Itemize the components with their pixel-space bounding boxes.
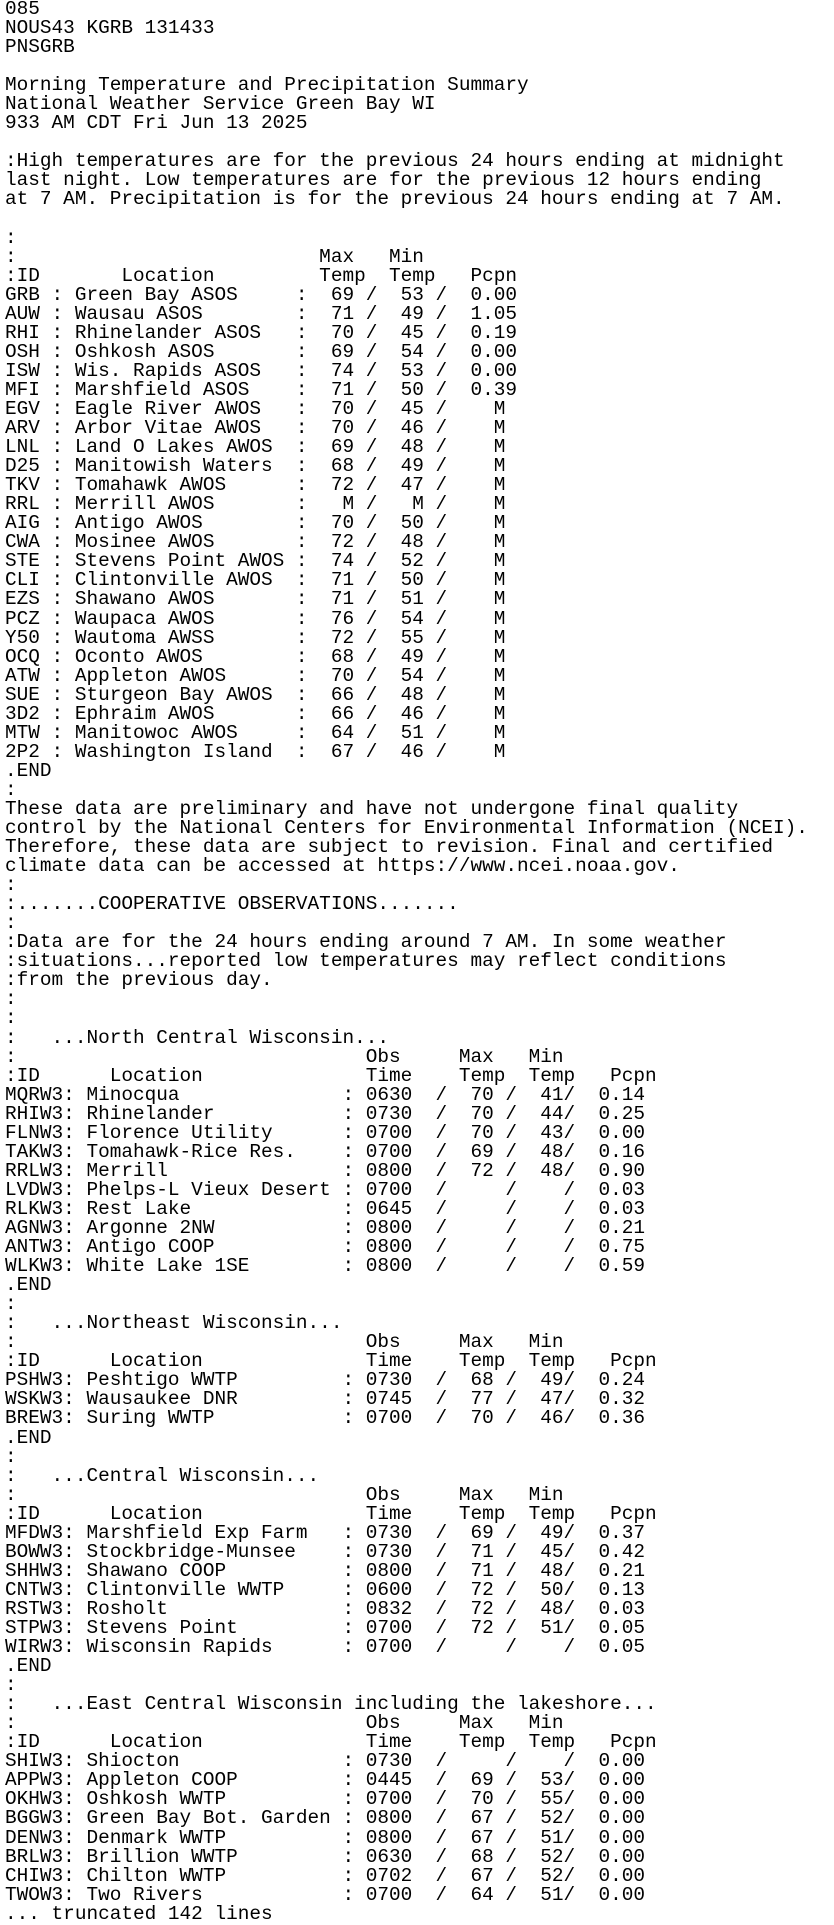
- document-line: :situations...reported low temperatures may reflect conditions: [5, 950, 727, 973]
- document-line: FLNW3: Florence Utility : 0700 / 70 / 43/ 0.00: [5, 1121, 645, 1144]
- document-line: TKV : Tomahawk AWOS : 72 / 47 / M: [5, 474, 506, 497]
- document-line: :ID Location Time Temp Temp Pcpn: [5, 1350, 657, 1373]
- document-line: TAKW3: Tomahawk-Rice Res. : 0700 / 69 / 48/ 0.16: [5, 1140, 645, 1163]
- document-line: :: [5, 1674, 17, 1697]
- document-line: ISW : Wis. Rapids ASOS : 74 / 53 / 0.00: [5, 359, 517, 382]
- document-line: :High temperatures are for the previous 24 hours ending at midnight: [5, 150, 785, 173]
- document-line: EZS : Shawano AWOS : 71 / 51 / M: [5, 588, 506, 611]
- document-line: WLKW3: White Lake 1SE : 0800 / / / 0.59: [5, 1255, 645, 1278]
- document-line: ATW : Appleton AWOS : 70 / 54 / M: [5, 664, 506, 687]
- document-line: PNSGRB: [5, 36, 75, 59]
- document-line: OKHW3: Oshkosh WWTP : 0700 / 70 / 55/ 0.00: [5, 1788, 645, 1811]
- document-line: SUE : Sturgeon Bay AWOS : 66 / 48 / M: [5, 683, 506, 706]
- document-line: STE : Stevens Point AWOS : 74 / 52 / M: [5, 550, 506, 573]
- document-line: OSH : Oshkosh ASOS : 69 / 54 / 0.00: [5, 340, 517, 363]
- document-line: LVDW3: Phelps-L Vieux Desert : 0700 / / / 0.03: [5, 1178, 645, 1201]
- document-line: BRLW3: Brillion WWTP : 0630 / 68 / 52/ 0.00: [5, 1845, 645, 1868]
- document-line: BGGW3: Green Bay Bot. Garden : 0800 / 67 / 52/ 0.00: [5, 1807, 645, 1830]
- document-line: :Data are for the 24 hours ending around 7 AM. In some weather: [5, 931, 727, 954]
- document-line: :: [5, 874, 17, 897]
- document-line: AGNW3: Argonne 2NW : 0800 / / / 0.21: [5, 1217, 645, 1239]
- document-line: MFI : Marshfield ASOS : 71 / 50 / 0.39: [5, 378, 517, 401]
- document-line: :ID Location Time Temp Temp Pcpn: [5, 1502, 657, 1525]
- document-line: :: [5, 1293, 17, 1316]
- document-line: :: [5, 912, 17, 935]
- document-line: : Max Min: [5, 245, 424, 268]
- document-line: last night. Low temperatures are for the previous 12 hours ending: [5, 169, 762, 192]
- document-line: TWOW3: Two Rivers : 0700 / 64 / 51/ 0.00: [5, 1883, 645, 1906]
- document-line: 2P2 : Washington Island : 67 / 46 / M: [5, 740, 506, 763]
- document-line: WSKW3: Wausaukee DNR : 0745 / 77 / 47/ 0.32: [5, 1388, 645, 1411]
- document-line: :: [5, 226, 17, 249]
- document-line: ... truncated 142 lines: [5, 1902, 273, 1925]
- document-line: 3D2 : Ephraim AWOS : 66 / 46 / M: [5, 702, 506, 725]
- document-line: .END: [5, 1274, 52, 1297]
- document-line: PSHW3: Peshtigo WWTP : 0730 / 68 / 49/ 0.24: [5, 1369, 645, 1392]
- document-line: CWA : Mosinee AWOS : 72 / 48 / M: [5, 531, 506, 554]
- document-line: Therefore, these data are subject to revision. Final and certified: [5, 836, 773, 859]
- document-line: climate data can be accessed at https://www.ncei.noaa.gov.: [5, 855, 680, 878]
- document-line: BREW3: Suring WWTP : 0700 / 70 / 46/ 0.36: [5, 1407, 645, 1430]
- document-line: SHHW3: Shawano COOP : 0800 / 71 / 48/ 0.21: [5, 1559, 645, 1582]
- document-line: :from the previous day.: [5, 969, 273, 992]
- document-line: : ...Central Wisconsin...: [5, 1464, 320, 1487]
- document-line: : ...East Central Wisconsin including the lakeshore...: [5, 1693, 657, 1716]
- document-line: RHIW3: Rhinelander : 0730 / 70 / 44/ 0.25: [5, 1102, 645, 1125]
- document-line: 085: [5, 0, 40, 20]
- document-line: : ...Northeast Wisconsin...: [5, 1312, 343, 1335]
- text-product-document: [5, 0, 808, 1924]
- document-line: Morning Temperature and Precipitation Summary: [5, 74, 529, 97]
- document-line: RHI : Rhinelander ASOS : 70 / 45 / 0.19: [5, 321, 517, 344]
- document-line: BOWW3: Stockbridge-Munsee : 0730 / 71 / 45/ 0.42: [5, 1540, 645, 1563]
- document-line: LNL : Land O Lakes AWOS : 69 / 48 / M: [5, 436, 506, 459]
- document-line: PCZ : Waupaca AWOS : 76 / 54 / M: [5, 607, 506, 630]
- document-line: ARV : Arbor Vitae AWOS : 70 / 46 / M: [5, 417, 506, 440]
- document-line: AIG : Antigo AWOS : 70 / 50 / M: [5, 512, 506, 535]
- document-line: National Weather Service Green Bay WI: [5, 93, 436, 116]
- document-line: 933 AM CDT Fri Jun 13 2025: [5, 112, 308, 135]
- document-line: :: [5, 988, 17, 1011]
- document-line: CNTW3: Clintonville WWTP : 0600 / 72 / 50/ 0.13: [5, 1578, 645, 1601]
- document-line: GRB : Green Bay ASOS : 69 / 53 / 0.00: [5, 283, 517, 306]
- document-line: WIRW3: Wisconsin Rapids : 0700 / / / 0.05: [5, 1636, 645, 1659]
- document-line: RRL : Merrill AWOS : M / M / M: [5, 493, 506, 516]
- document-line: CHIW3: Chilton WWTP : 0702 / 67 / 52/ 0.00: [5, 1864, 645, 1887]
- document-line: :: [5, 1445, 17, 1468]
- document-line: EGV : Eagle River AWOS : 70 / 45 / M: [5, 397, 506, 420]
- document-line: DENW3: Denmark WWTP : 0800 / 67 / 51/ 0.00: [5, 1826, 645, 1849]
- document-line: STPW3: Stevens Point : 0700 / 72 / 51/ 0.05: [5, 1616, 645, 1639]
- document-line: ANTW3: Antigo COOP : 0800 / / / 0.75: [5, 1236, 645, 1259]
- document-line: RSTW3: Rosholt : 0832 / 72 / 48/ 0.03: [5, 1597, 645, 1620]
- document-line: MFDW3: Marshfield Exp Farm : 0730 / 69 / 49/ 0.37: [5, 1521, 645, 1544]
- document-line: :ID Location Time Temp Temp Pcpn: [5, 1731, 657, 1754]
- document-line: : Obs Max Min: [5, 1331, 564, 1354]
- document-line: D25 : Manitowish Waters : 68 / 49 / M: [5, 455, 506, 478]
- document-line: MQRW3: Minocqua : 0630 / 70 / 41/ 0.14: [5, 1083, 645, 1106]
- document-line: OCQ : Oconto AWOS : 68 / 49 / M: [5, 645, 506, 668]
- document-line: CLI : Clintonville AWOS : 71 / 50 / M: [5, 569, 506, 592]
- document-line: SHIW3: Shiocton : 0730 / / / 0.00: [5, 1750, 645, 1773]
- document-line: .END: [5, 759, 52, 782]
- document-line: MTW : Manitowoc AWOS : 64 / 51 / M: [5, 721, 506, 744]
- document-line: .END: [5, 1426, 52, 1449]
- document-line: : Obs Max Min: [5, 1045, 564, 1068]
- document-line: RRLW3: Merrill : 0800 / 72 / 48/ 0.90: [5, 1159, 645, 1182]
- document-line: : ...North Central Wisconsin...: [5, 1026, 389, 1049]
- document-line: at 7 AM. Precipitation is for the previous 24 hours ending at 7 AM.: [5, 188, 785, 211]
- document-line: :.......COOPERATIVE OBSERVATIONS.......: [5, 893, 459, 916]
- document-line: : Obs Max Min: [5, 1483, 564, 1506]
- document-line: [5, 210, 808, 229]
- document-line: Y50 : Wautoma AWSS : 72 / 55 / M: [5, 626, 506, 649]
- document-line: .END: [5, 1655, 52, 1678]
- document-line: APPW3: Appleton COOP : 0445 / 69 / 53/ 0.00: [5, 1769, 645, 1792]
- document-line: AUW : Wausau ASOS : 71 / 49 / 1.05: [5, 302, 517, 325]
- document-line: RLKW3: Rest Lake : 0645 / / / 0.03: [5, 1197, 645, 1220]
- document-line: These data are preliminary and have not undergone final quality: [5, 797, 739, 820]
- document-line: :ID Location Time Temp Temp Pcpn: [5, 1064, 657, 1087]
- document-line: :ID Location Temp Temp Pcpn: [5, 264, 517, 287]
- document-line: : Obs Max Min: [5, 1712, 564, 1735]
- document-line: :: [5, 1007, 17, 1030]
- document-line: :: [5, 778, 17, 801]
- document-line: NOUS43 KGRB 131433: [5, 17, 215, 40]
- document-line: control by the National Centers for Environmental Information (NCEI).: [5, 817, 808, 840]
